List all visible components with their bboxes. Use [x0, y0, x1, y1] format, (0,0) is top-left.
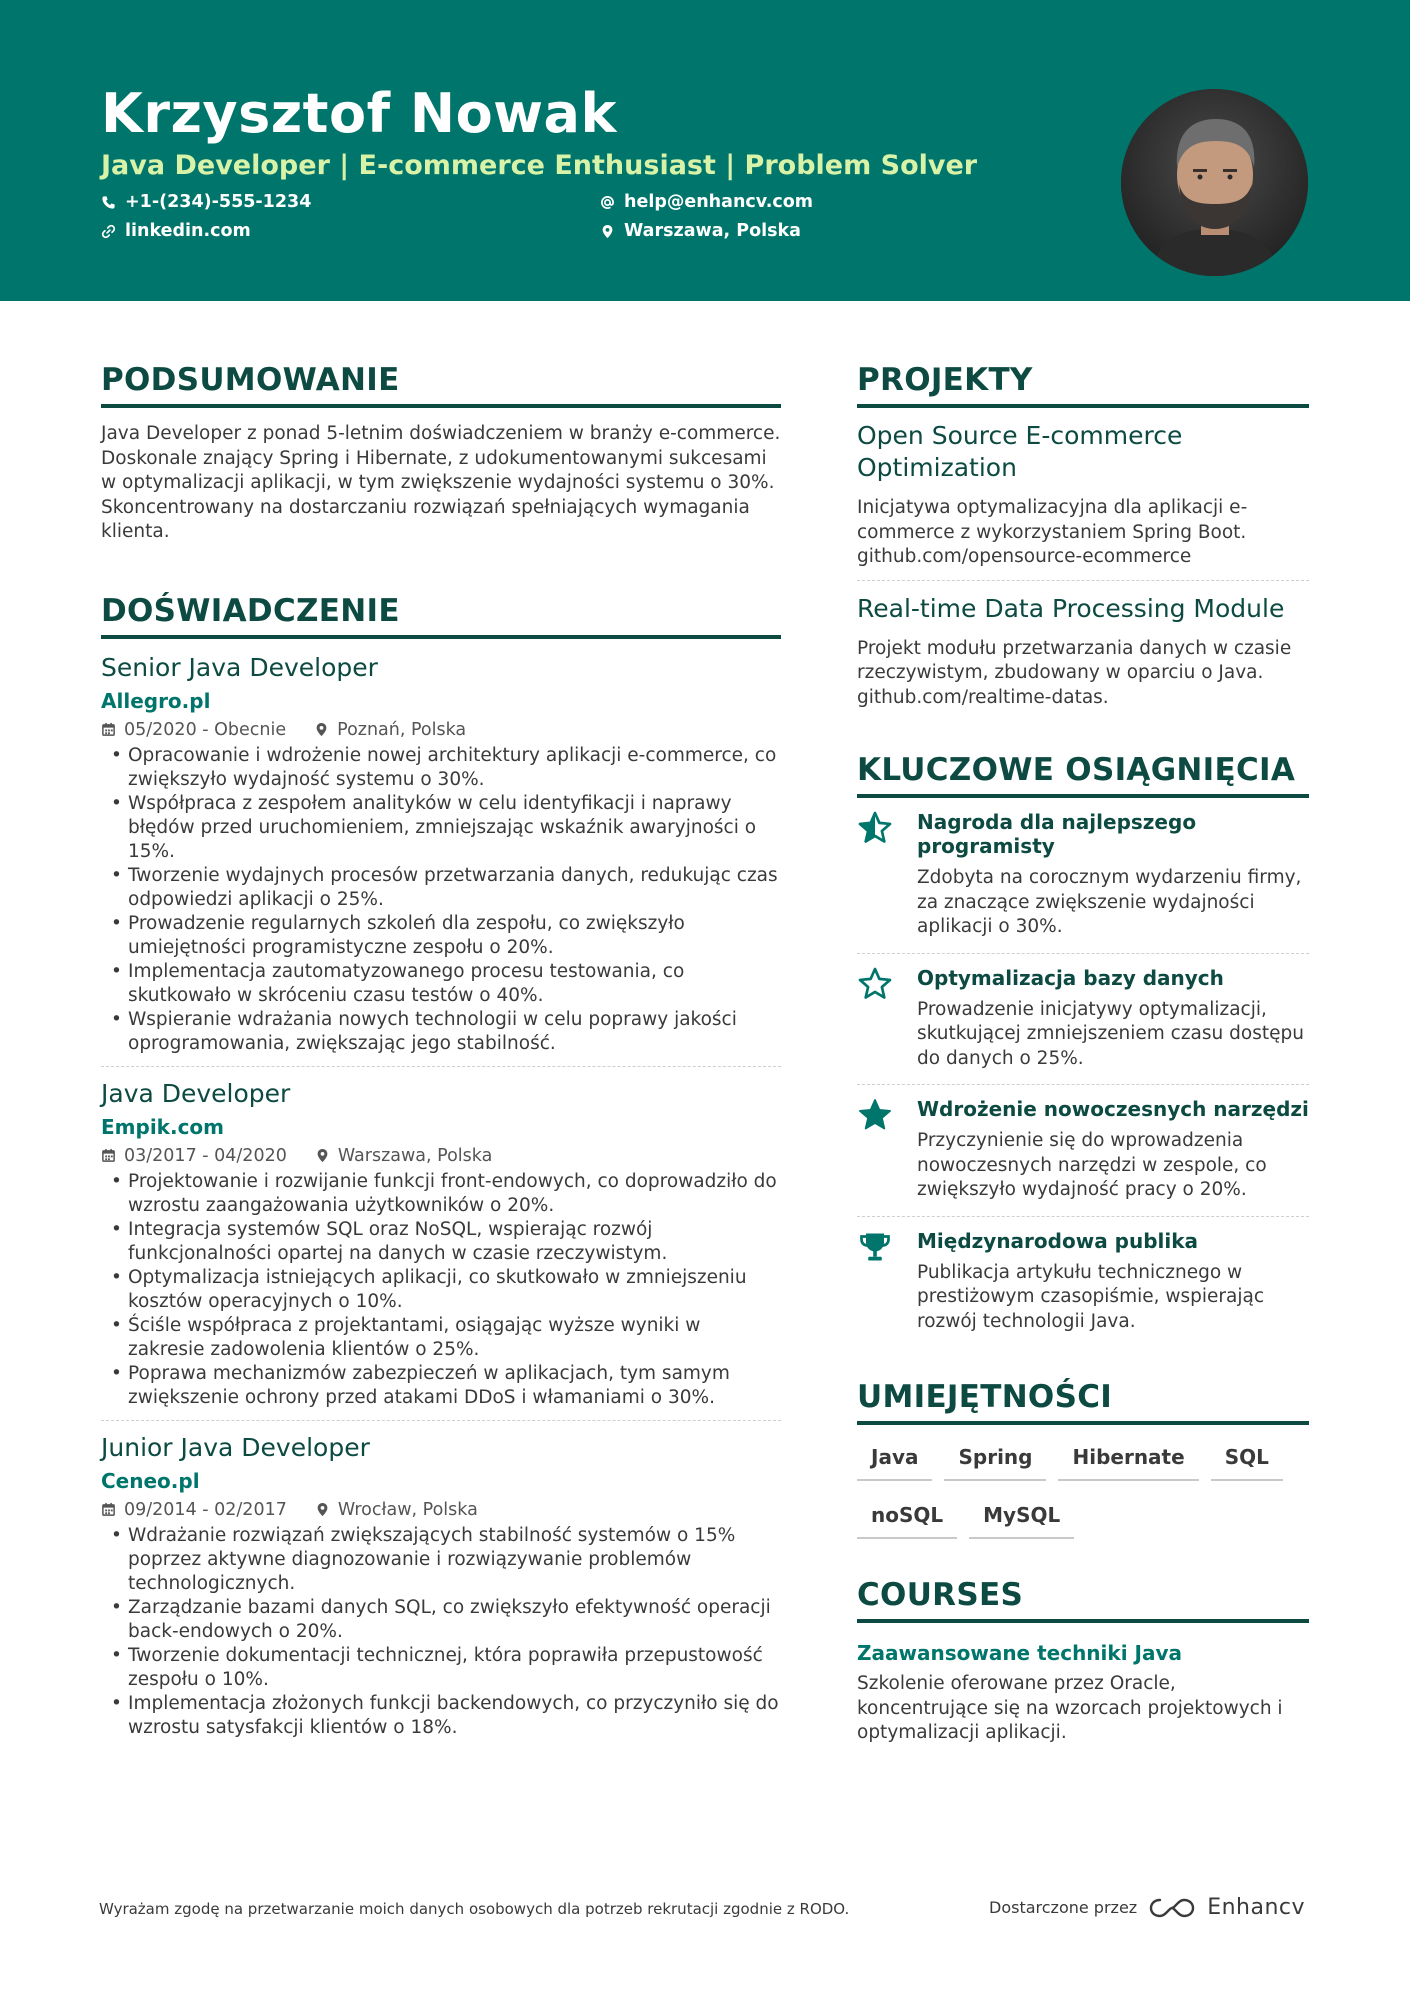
company-name: Ceneo.pl [101, 1468, 200, 1493]
job-dates: 03/2017 - 04/2020 [124, 1145, 287, 1166]
list-item: • Wdrażanie rozwiązań zwiększających stabilność systemów o 15% poprzez aktywne diagnozowanie i rozwiązywanie problemów technologicznych. [101, 1524, 781, 1596]
list-item: • Implementacja złożonych funkcji backendowych, co przyczyniło się do wzrostu satysfakcji klientów o 18%. [101, 1692, 781, 1740]
calendar-icon [101, 722, 116, 737]
job-bullets [101, 1170, 781, 1410]
achievement-title: Nagroda dla najlepszego programisty [917, 810, 1197, 858]
star-filled-icon [857, 1097, 893, 1133]
contact-location [600, 221, 801, 241]
achievement-description: Prowadzenie inicjatywy optymalizacji, skutkującej zmniejszeniem czasu dostępu do danych o 25%. [917, 998, 1304, 1069]
calendar-icon [101, 1502, 116, 1517]
list-item: • Tworzenie dokumentacji technicznej, która poprawiła przepustowość zespołu o 10%. [101, 1644, 781, 1692]
project-description: Projekt modułu przetwarzania danych w czasie rzeczywistym, zbudowany w oparciu o Java. github.com/realtime-datas. [857, 637, 1292, 708]
powered-by-label: Dostarczone przez [989, 1898, 1138, 1917]
job-title: Junior Java Developer [101, 1432, 370, 1462]
list-item: • Implementacja zautomatyzowanego procesu testowania, co skutkowało w skróceniu czasu testów o 40%. [101, 960, 781, 1008]
job-title: Senior Java Developer [101, 652, 378, 682]
project-title: Open Source E-commerce Optimization [857, 421, 1183, 482]
achievement-title: Międzynarodowa publika [917, 1228, 1199, 1253]
skill-tag: Hibernate [1058, 1439, 1198, 1481]
skills-heading: UMIEJĘTNOŚCI [857, 1379, 1309, 1425]
project-entry [857, 580, 1309, 721]
job-location: Warszawa, Polska [337, 1145, 493, 1166]
enhancv-logo-icon [1149, 1896, 1195, 1920]
right-column [857, 362, 1309, 1746]
skill-tag: Spring [944, 1439, 1046, 1481]
achievement-entry [857, 953, 1309, 1085]
job-title: Java Developer [101, 1078, 291, 1108]
brand-name: Enhancv [1207, 1895, 1306, 1920]
calendar-icon [101, 1148, 116, 1163]
job-location: Poznań, Polska [337, 719, 467, 740]
location-pin-icon [600, 224, 615, 239]
courses-heading: COURSES [857, 1577, 1309, 1623]
footer-brand[interactable] [989, 1895, 1305, 1920]
email-text: help@enhancv.com [624, 192, 814, 212]
list-item: • Opracowanie i wdrożenie nowej architektury aplikacji e-commerce, co zwiększyło wydajność systemu o 30%. [101, 744, 781, 792]
star-half-icon [857, 810, 893, 846]
achievement-description: Przyczynienie się do wprowadzenia nowoczesnych narzędzi w zespole, co zwiększyło wydajność pracy o 20%. [917, 1130, 1267, 1200]
job-dates: 09/2014 - 02/2017 [124, 1499, 287, 1520]
skills-list [857, 1439, 1309, 1555]
gdpr-consent: Wyrażam zgodę na przetwarzanie moich danych osobowych dla potrzeb rekrutacji zgodnie z RODO. [99, 1900, 850, 1918]
contact-email[interactable] [600, 192, 813, 212]
at-icon [600, 195, 615, 210]
list-item: • Integracja systemów SQL oraz NoSQL, wspierając rozwój funkcjonalności opartej na danych w czasie rzeczywistym. [101, 1218, 781, 1266]
list-item: • Wspieranie wdrażania nowych technologii w celu poprawy jakości oprogramowania, zwiększając jego stabilność. [101, 1008, 781, 1056]
company-name: Allegro.pl [101, 688, 211, 713]
headline: Java Developer | E-commerce Enthusiast | Problem Solver [101, 150, 978, 181]
phone-icon [101, 195, 116, 210]
project-title: Real-time Data Processing Module [857, 593, 1285, 623]
job-dates: 05/2020 - Obecnie [124, 719, 287, 740]
project-entry [857, 408, 1309, 580]
list-item: • Optymalizacja istniejących aplikacji, co skutkowało w zmniejszeniu kosztów operacyjnych o 10%. [101, 1266, 781, 1314]
link-icon [101, 224, 116, 239]
job-bullets [101, 1524, 781, 1740]
achievement-entry [857, 1216, 1309, 1348]
contact-phone[interactable] [101, 192, 311, 212]
projects-heading: PROJEKTY [857, 362, 1309, 408]
star-outline-icon [857, 966, 893, 1002]
candidate-name: Krzysztof Nowak [101, 82, 617, 145]
skill-tag: MySQL [969, 1497, 1074, 1539]
list-item: • Projektowanie i rozwijanie funkcji front-endowych, co doprowadziło do wzrostu zaangażowania użytkowników o 20%. [101, 1170, 781, 1218]
location-pin-icon [315, 1502, 330, 1517]
company-name: Empik.com [101, 1114, 225, 1139]
contact-linkedin[interactable] [101, 221, 251, 241]
header [0, 0, 1410, 301]
left-column [101, 362, 781, 1740]
achievement-title: Wdrożenie nowoczesnych narzędzi [917, 1097, 1309, 1121]
experience-entry [101, 653, 781, 1056]
achievement-description: Publikacja artykułu technicznego w prestiżowym czasopiśmie, wspierając rozwój technologii Java. [917, 1261, 1264, 1332]
summary-heading: PODSUMOWANIE [101, 362, 781, 408]
achievements-heading: KLUCZOWE OSIĄGNIĘCIA [857, 752, 1309, 798]
list-item: • Poprawa mechanizmów zabezpieczeń w aplikacjach, tym samym zwiększenie ochrony przed atakami DDoS i włamaniami o 30%. [101, 1362, 781, 1410]
linkedin-text: linkedin.com [125, 221, 251, 241]
experience-heading: DOŚWIADCZENIE [101, 593, 781, 639]
list-item: • Tworzenie wydajnych procesów przetwarzania danych, redukując czas odpowiedzi aplikacji o 25%. [101, 864, 781, 912]
profile-photo [1121, 89, 1308, 276]
location-pin-icon [315, 1148, 330, 1163]
experience-entry [101, 1420, 781, 1740]
experience-entry [101, 1066, 781, 1410]
list-item: • Współpraca z zespołem analityków w celu identyfikacji i naprawy błędów przed uruchomieniem, zmniejszając wskaźnik awaryjności o 15%. [101, 792, 781, 864]
achievement-title: Optymalizacja bazy danych [917, 965, 1224, 990]
list-item: • Prowadzenie regularnych szkoleń dla zespołu, co zwiększyło umiejętności programistyczne zespołu o 20%. [101, 912, 781, 960]
location-pin-icon [314, 722, 329, 737]
skill-tag: SQL [1211, 1439, 1283, 1481]
achievement-entry [857, 1084, 1309, 1216]
project-description: Inicjatywa optymalizacyjna dla aplikacji e-commerce z wykorzystaniem Spring Boot. github.com/opensource-ecommerce [857, 497, 1248, 567]
location-text: Warszawa, Polska [624, 221, 801, 241]
skill-tag: Java [857, 1439, 932, 1481]
achievement-description: Zdobyta na corocznym wydarzeniu firmy, za znaczące zwiększenie wydajności aplikacji o 30%. [917, 867, 1302, 937]
summary-text: Java Developer z ponad 5-letnim doświadczeniem w branży e-commerce. Doskonale znający Spring i Hibernate, z udokumentowanymi sukcesami w optymalizacji aplikacji, w tym zwiększenie wydajności systemu o 30%. Skoncentrowany na dostarczaniu rozwiązań spełniających wymagania klienta. [101, 423, 781, 542]
list-item: • Ściśle współpraca z projektantami, osiągając wyższe wyniki w zakresie zadowolenia klientów o 25%. [101, 1314, 781, 1362]
trophy-icon [857, 1229, 893, 1265]
achievement-entry [857, 798, 1309, 953]
job-bullets [101, 744, 781, 1056]
course-description: Szkolenie oferowane przez Oracle, koncentrujące się na wzorcach projektowych i optymalizacji aplikacji. [857, 1673, 1283, 1743]
course-title: Zaawansowane techniki Java [857, 1641, 1182, 1665]
skill-tag: noSQL [857, 1497, 957, 1539]
phone-text: +1-(234)-555-1234 [125, 192, 312, 212]
job-location: Wrocław, Polska [337, 1499, 478, 1520]
list-item: • Zarządzanie bazami danych SQL, co zwiększyło efektywność operacji back-endowych o 20%. [101, 1596, 781, 1644]
